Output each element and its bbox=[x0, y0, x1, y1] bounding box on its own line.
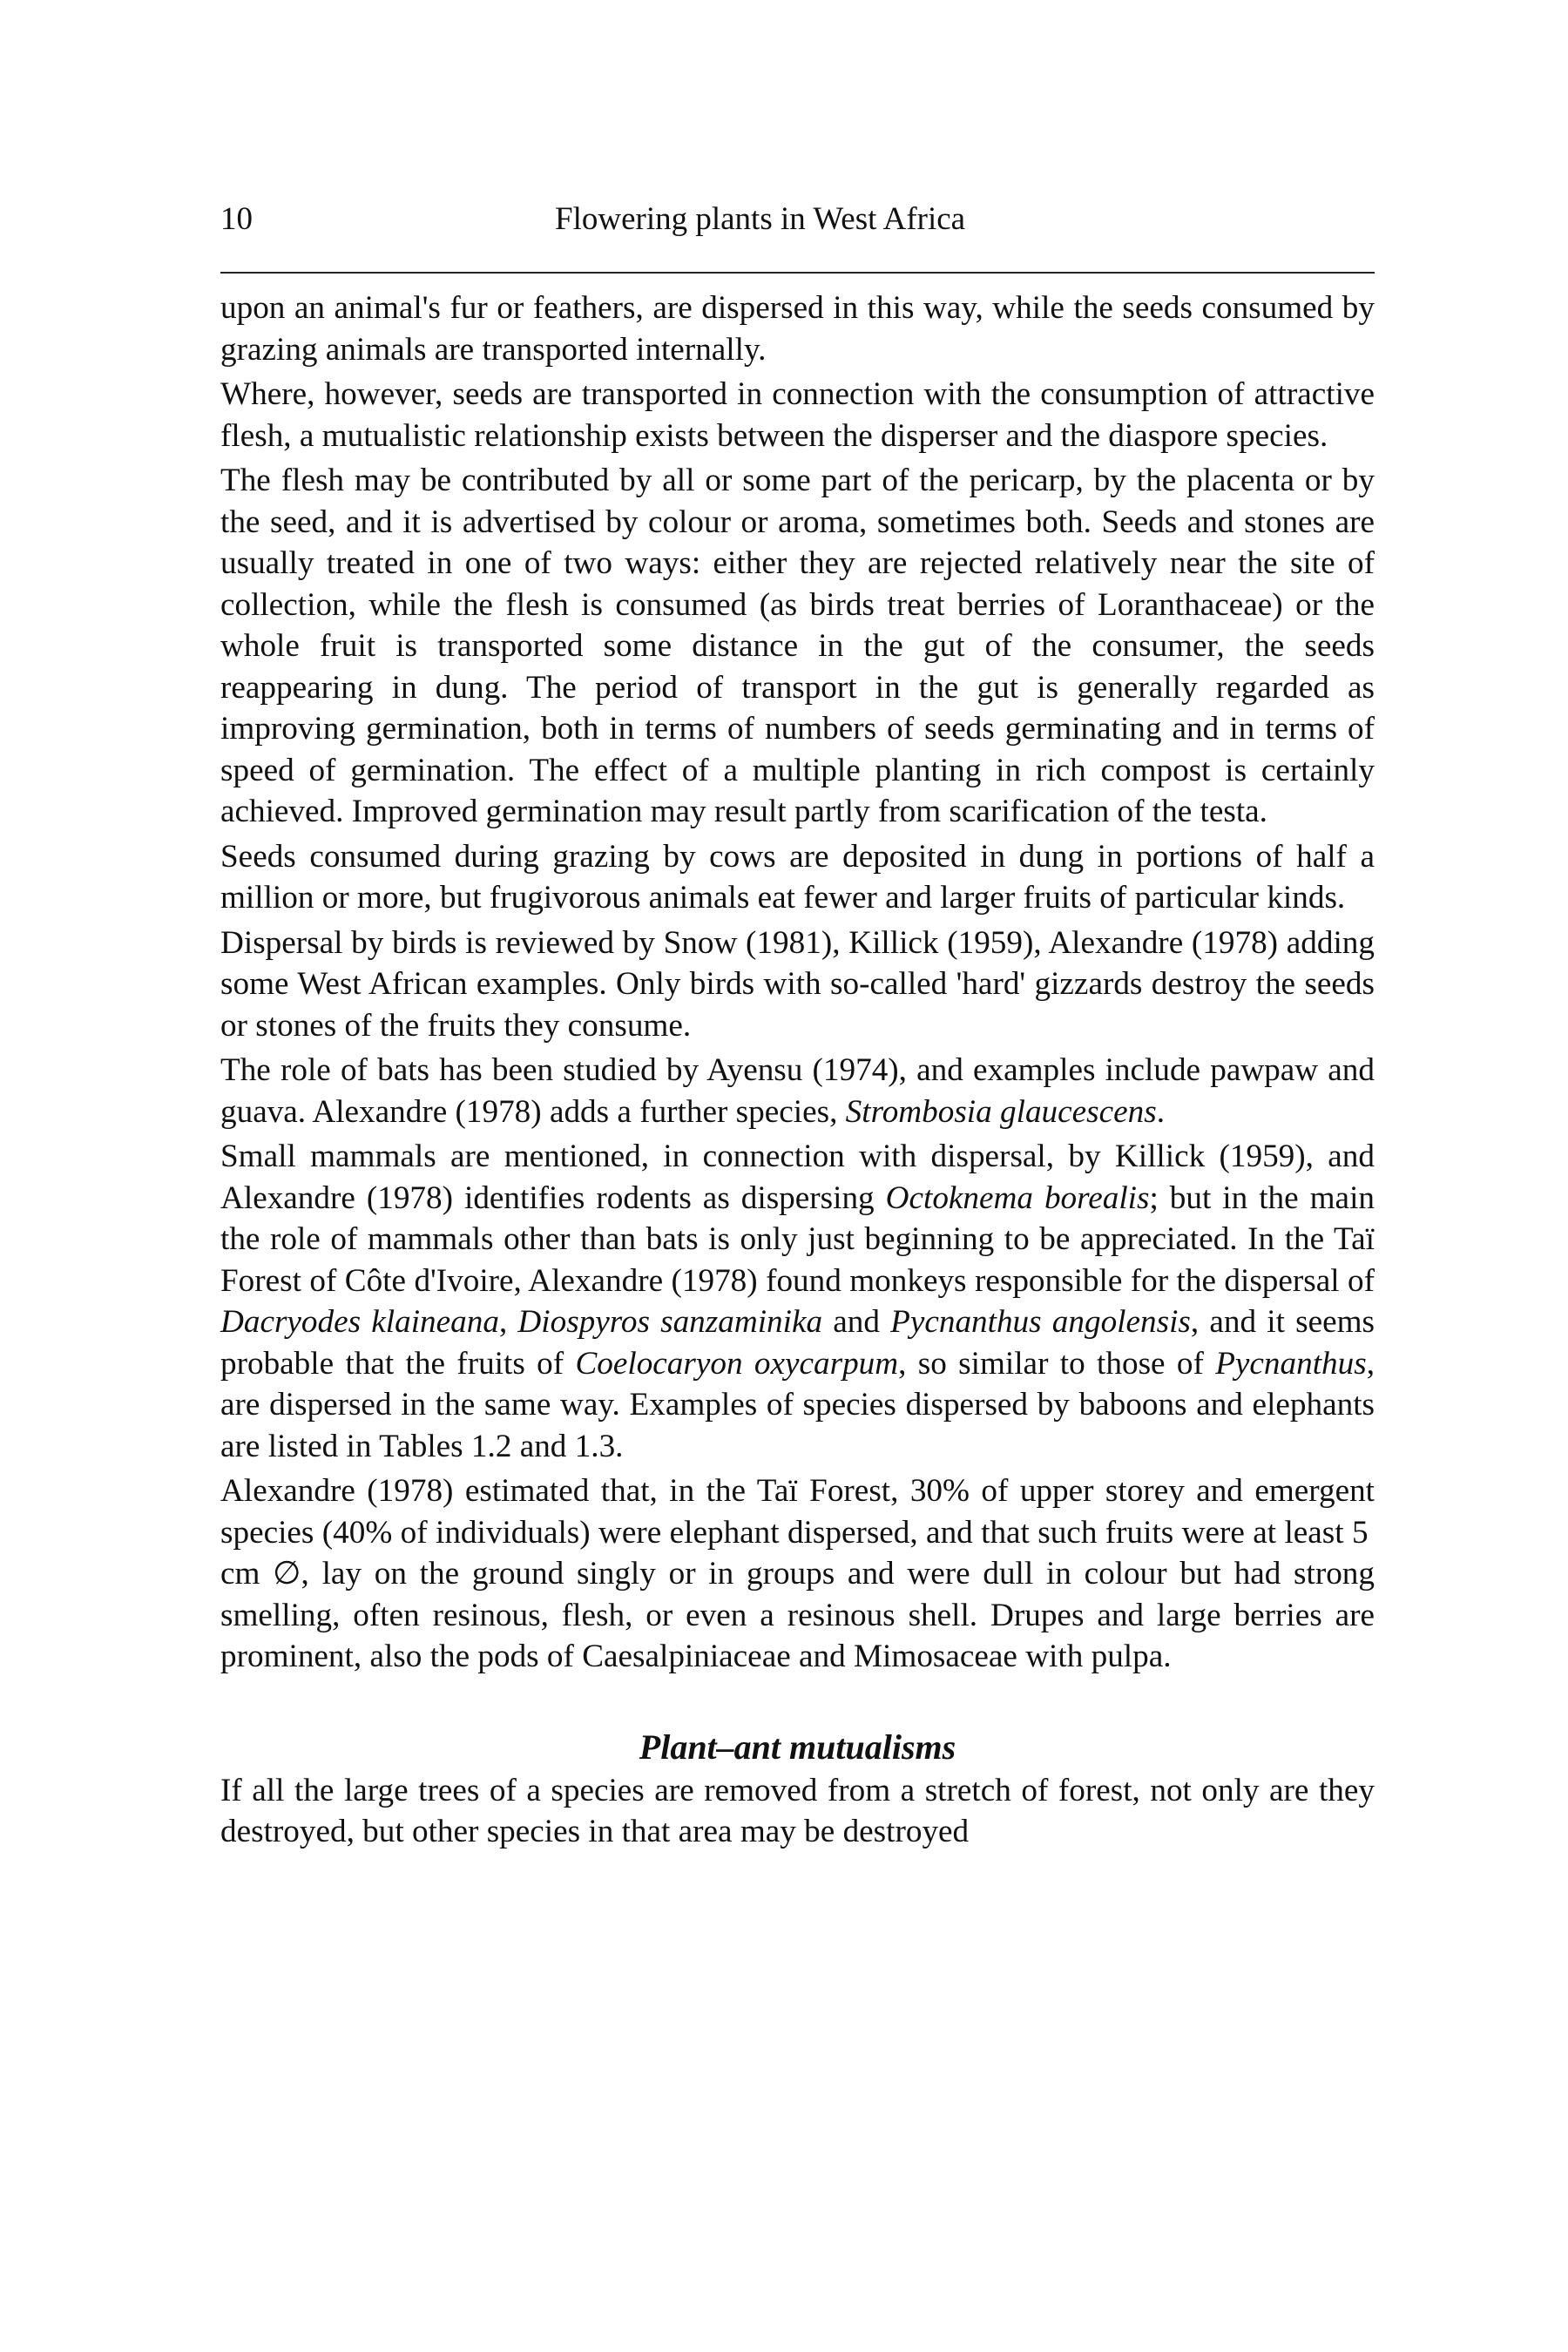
species-name: Coelocaryon oxycarpum bbox=[575, 1345, 899, 1382]
running-title: Flowering plants in West Africa bbox=[555, 201, 966, 237]
paragraph: Small mammals are mentioned, in connection with dispersal, by Killick (1959), and Alexandre (1978) identifies rodents as dispersing Octoknema borealis; but in the main the role of mammals other than bats is only just beginning to be appreciated. In the Taï Forest of Côte d'Ivoire, Alexandre (1978) found monkeys responsible for the dispersal of Dacryodes klaineana, Diospyros sanzaminika and Pycnanthus angolensis, and it seems probable that the fruits of Coelocaryon oxycarpum, so similar to those of Pycnanthus, are dispersed in the same way. Examples of species dispersed by baboons and elephants are listed in Tables 1.2 and 1.3. bbox=[220, 1139, 1375, 1464]
paragraph: Alexandre (1978) estimated that, in the Taï Forest, 30% of upper storey and emergent species (40% of individuals) were elephant dispersed, and that such fruits were at least 5 cm ∅, lay on the ground singly or in groups and were dull in colour but had strong smelling, often resinous, flesh, or even a resinous shell. Drupes and large berries are prominent, also the pods of Caesalpiniaceae and Mimosaceae with pulpa. bbox=[220, 1473, 1375, 1674]
species-name: Pycnanthus bbox=[1215, 1345, 1367, 1382]
species-name: Diospyros sanzaminika bbox=[517, 1304, 823, 1340]
body-text bbox=[220, 287, 1375, 1853]
paragraph: Seeds consumed during grazing by cows are deposited in dung in portions of half a million or more, but frugivorous animals eat fewer and larger fruits of particular kinds. bbox=[220, 838, 1375, 916]
paragraph: upon an animal's fur or feathers, are dispersed in this way, while the seeds consumed by grazing animals are transported internally. bbox=[220, 290, 1375, 368]
book-page bbox=[206, 193, 1375, 1849]
paragraph: Dispersal by birds is reviewed by Snow (1981), Killick (1959), Alexandre (1978) adding some West African examples. Only birds with so-called 'hard' gizzards destroy the seeds or stones of the fruits they consume. bbox=[220, 924, 1375, 1044]
paragraph: The role of bats has been studied by Ayensu (1974), and examples include pawpaw and guava. Alexandre (1978) adds a further species, Strombosia glaucescens. bbox=[220, 1052, 1375, 1130]
paragraph: If all the large trees of a species are removed from a stretch of forest, not only are they destroyed, but other species in that area may be destroyed bbox=[220, 1772, 1375, 1849]
species-name: Strombosia glaucescens bbox=[845, 1093, 1157, 1130]
species-name: Dacryodes klaineana bbox=[220, 1304, 499, 1340]
species-name: Octoknema borealis bbox=[885, 1179, 1150, 1216]
page-number: 10 bbox=[220, 201, 253, 237]
header-rule bbox=[220, 272, 1375, 274]
section-heading: Plant–ant mutualisms bbox=[639, 1727, 956, 1767]
paragraph: Where, however, seeds are transported in connection with the consumption of attractive flesh, a mutualistic relationship exists between the disperser and the diaspore species. bbox=[220, 376, 1375, 454]
species-name: Pycnanthus angolensis bbox=[890, 1304, 1191, 1340]
paragraph: The flesh may be contributed by all or some part of the pericarp, by the placenta or by the seed, and it is advertised by colour or aroma, sometimes both. Seeds and stones are usually treated in one of two ways: either they are rejected relatively near the site of collection, while the flesh is consumed (as birds treat berries of Loranthaceae) or the whole fruit is transported some distance in the gut of the consumer, the seeds reappearing in dung. The period of transport in the gut is generally regarded as improving germination, both in terms of numbers of seeds germinating and in terms of speed of germination. The effect of a multiple planting in rich compost is certainly achieved. Improved germination may result partly from scarification of the testa. bbox=[220, 463, 1375, 829]
running-head bbox=[206, 193, 1359, 246]
